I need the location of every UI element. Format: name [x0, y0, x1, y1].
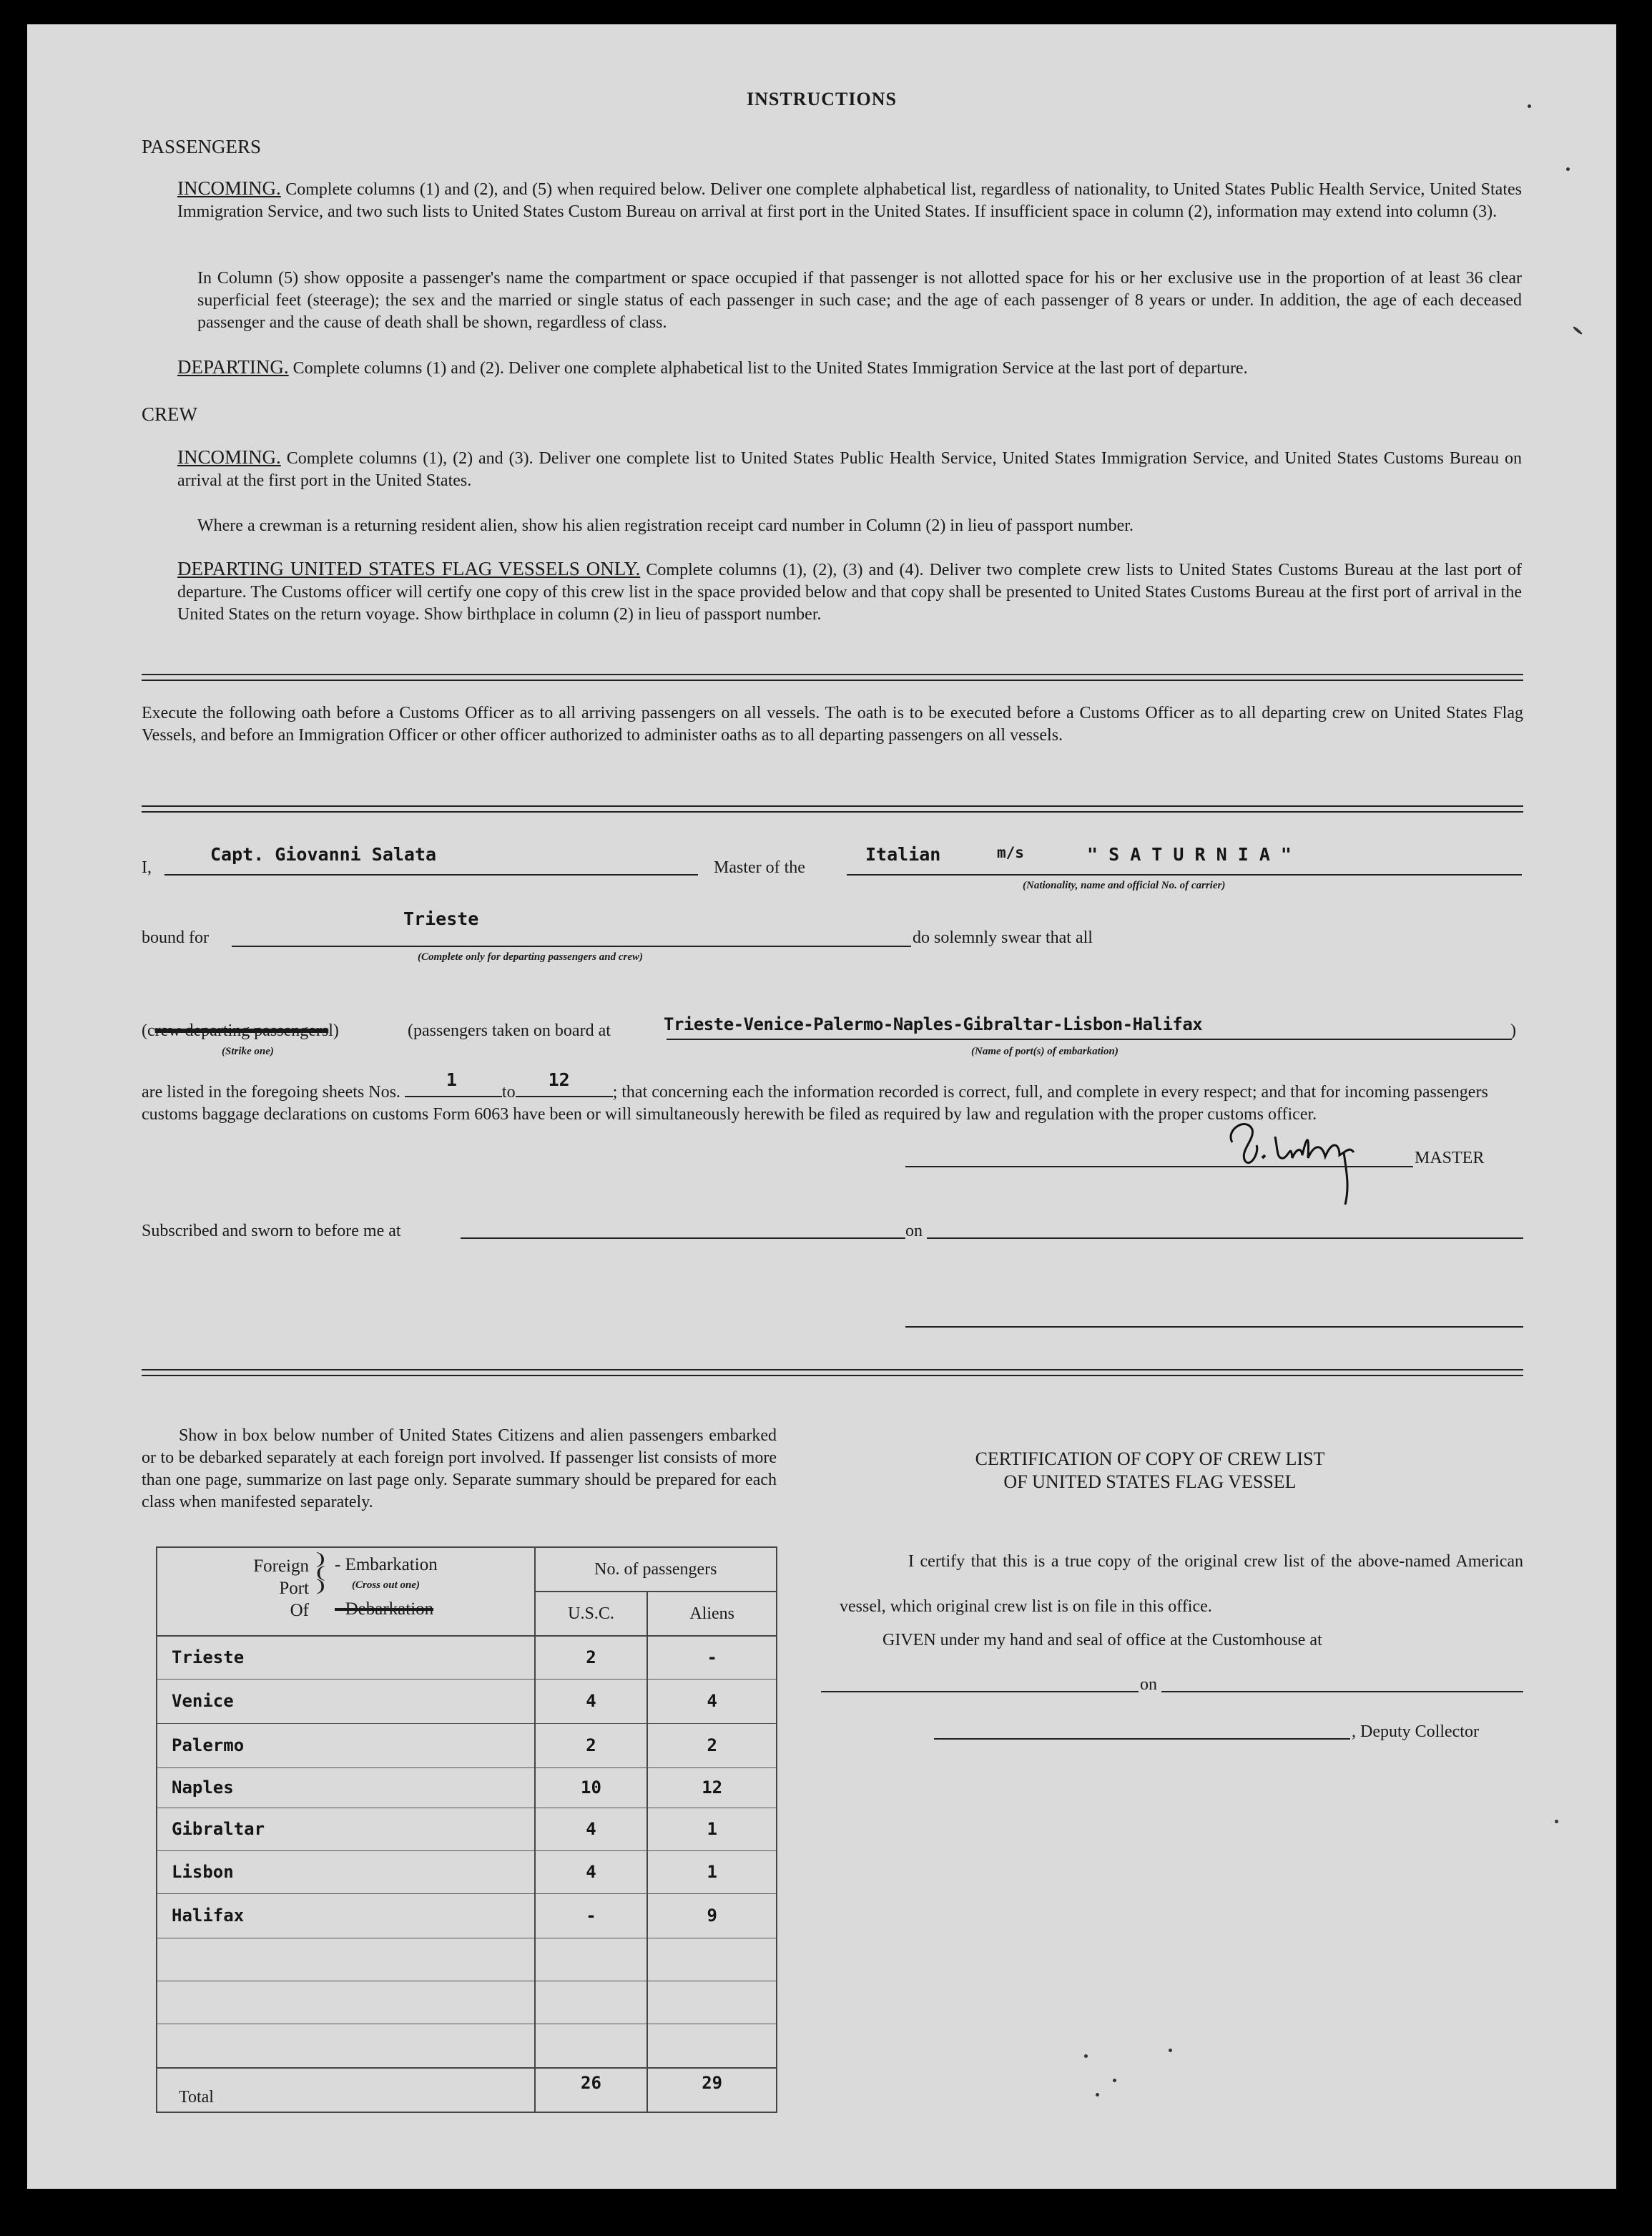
oath-i-label: I,: [142, 858, 152, 877]
speck: [1566, 167, 1570, 171]
hdr-of: Of: [290, 1601, 309, 1620]
row-aliens: 1: [647, 1808, 777, 1850]
cert-date-line: [1161, 1691, 1523, 1692]
row-aliens: [647, 1981, 777, 2024]
row-port: Lisbon: [157, 1850, 535, 1893]
carrier-caption: (Nationality, name and official No. of carrier): [1023, 880, 1226, 891]
row-port: Venice: [157, 1679, 535, 1723]
crew-incoming-label: INCOMING.: [177, 446, 281, 468]
bound-for-line: [232, 946, 911, 947]
hdr-aliens: Aliens: [647, 1592, 777, 1636]
subscribed-date-line: [927, 1237, 1523, 1239]
hdr-crossout: (Cross out one): [352, 1579, 421, 1591]
header-brace: ) ( ): [316, 1549, 325, 1594]
passengers-departing-paragraph: [177, 356, 1522, 380]
strike-prefix: c: [147, 1021, 155, 1040]
strike-group: [142, 1020, 339, 1042]
sheets-to: 12: [548, 1069, 570, 1090]
page-title: INSTRUCTIONS: [747, 89, 897, 109]
table-row: [157, 1981, 777, 2024]
form-page: [27, 24, 1616, 2189]
given-text: GIVEN under my hand and seal of office at the Customhouse at: [882, 1631, 1322, 1649]
row-usc: 4: [535, 1808, 648, 1850]
master-name-line: [164, 874, 698, 876]
carrier-name: " S A T U R N I A ": [1087, 844, 1292, 865]
passengers-heading: PASSENGERS: [142, 136, 262, 157]
hdr-usc: U.S.C.: [535, 1592, 648, 1636]
subscribed-place-line: [461, 1237, 905, 1239]
speck: [1528, 104, 1531, 108]
passengers-departing-label: DEPARTING.: [177, 356, 289, 378]
table-row: [157, 1636, 777, 1679]
master-name: Capt. Giovanni Salata: [210, 844, 437, 865]
hdr-no-passengers: No. of passengers: [535, 1547, 777, 1592]
row-port: [157, 1981, 535, 2024]
hdr-foreign: Foreign: [253, 1556, 309, 1576]
carrier-line: [847, 874, 1522, 876]
row-aliens: [647, 1938, 777, 1981]
row-usc: [535, 1938, 648, 1981]
bound-for-caption: (Complete only for departing passengers and crew): [418, 951, 643, 963]
passengers-column5-paragraph: In Column (5) show opposite a passenger's name the compartment or space occupied if that passenger is not allotted space for his or her exclusive use in the proportion of at least 36 clear superficial feet (steerage); the sex and the married or single status of each passenger in such case; and the age of each passenger of 8 years or under. In addition, the age of each deceased passenger and the cause of death shall be shown, regardless of class.: [197, 269, 1522, 332]
row-usc: 2: [535, 1636, 648, 1679]
sheets-from: 1: [446, 1069, 457, 1090]
row-port: Naples: [157, 1767, 535, 1808]
total-label: Total: [157, 2068, 535, 2112]
deputy-label: , Deputy Collector: [1352, 1722, 1479, 1741]
crew-incoming-text: Complete columns (1), (2) and (3). Deliver one complete list to United States Public Health Service, United States Immigration Service, and United States Customs Bureau on arrival at the first port in the United States.: [177, 449, 1523, 490]
oath-intro: Execute the following oath before a Customs Officer as to all arriving passengers on all vessels. The oath is to be executed before a Customs Officer as to all departing crew on United States Flag Vessels, and before an Immigration Officer or other officer authorized to administer oaths as to all departing passengers on all vessels.: [142, 704, 1523, 745]
table-row: [157, 2024, 777, 2068]
row-aliens: 1: [647, 1850, 777, 1893]
subscribed-on-label: on: [905, 1222, 923, 1240]
strike-suffix: l): [328, 1021, 339, 1040]
crew-departing-paragraph: [177, 558, 1522, 626]
row-port: Halifax: [157, 1893, 535, 1938]
crew-heading: CREW: [142, 403, 197, 425]
port-header-cell: [157, 1547, 535, 1636]
taken-on-board-label: (passengers taken on board at: [408, 1021, 611, 1040]
ports-caption: (Name of port(s) of embarkation): [971, 1046, 1118, 1057]
speck: [1084, 2054, 1088, 2058]
divider-3: [142, 1369, 1523, 1376]
speck: [1169, 2049, 1172, 2052]
strike-caption: (Strike one): [222, 1046, 274, 1057]
row-usc: [535, 2024, 648, 2068]
sheets-to-label: to: [501, 1083, 516, 1102]
carrier-nationality: Italian: [865, 844, 941, 865]
total-aliens: 29: [647, 2068, 777, 2112]
row-port: Gibraltar: [157, 1808, 535, 1850]
row-aliens: 2: [647, 1723, 777, 1767]
total-usc: 26: [535, 2068, 648, 2112]
summary-rows: [157, 1636, 777, 2068]
table-row: [157, 1893, 777, 1938]
port-header-labels: [240, 1555, 309, 1622]
row-usc: 4: [535, 1850, 648, 1893]
divider-2: [142, 805, 1523, 813]
row-port: [157, 1938, 535, 1981]
crew-departing-text: Complete columns (1), (2), (3) and (4). Deliver two complete crew lists to United States Customs Bureau at the last port of departure. The Customs officer will certify one copy of this crew list in the space provided below and that copy shall be presented to United States Customs Bureau at the first port of arrival in the United States on the return voyage. Show birthplace in column (2) in lieu of passport number.: [177, 561, 1522, 624]
row-port: Palermo: [157, 1723, 535, 1767]
passengers-incoming-label: INCOMING.: [177, 177, 281, 199]
divider-1: [142, 674, 1523, 681]
passengers-incoming-paragraph: [177, 177, 1522, 223]
row-aliens: [647, 2024, 777, 2068]
officer-signature-line: [905, 1326, 1523, 1328]
hdr-embark: - Embarkation: [335, 1555, 438, 1574]
master-signature: [1218, 1108, 1397, 1208]
speck: [1555, 1820, 1558, 1823]
deputy-signature-line: [934, 1738, 1350, 1740]
table-row: [157, 1808, 777, 1850]
cert-title-line1: CERTIFICATION OF COPY OF CREW LIST: [975, 1448, 1325, 1469]
certification-title: [828, 1448, 1472, 1494]
hdr-debark-wrap: [335, 1599, 433, 1619]
subscribed-label: Subscribed and sworn to before me at: [142, 1222, 401, 1240]
row-aliens: -: [647, 1636, 777, 1679]
row-usc: 10: [535, 1767, 648, 1808]
bound-for-value: Trieste: [403, 908, 479, 929]
cert-on-label: on: [1140, 1675, 1157, 1694]
sheets-tail: ; that concerning each the information recorded is correct, full, and complete in every respect; and that for incoming passengers customs baggage declarations on customs Form 6063 have been or will simultaneously herewith be filed as required by law and regulation with the proper customs officer.: [142, 1083, 1488, 1124]
table-row: [157, 1850, 777, 1893]
hdr-debark: - Debarkation: [335, 1599, 434, 1619]
ports-line: [667, 1039, 1512, 1040]
master-of-label: Master of the: [714, 858, 805, 877]
speck: [1113, 2079, 1116, 2082]
crew-departing-label: DEPARTING UNITED STATES FLAG VESSELS ONLY.: [177, 558, 641, 579]
row-usc: -: [535, 1893, 648, 1938]
cert-place-line: [821, 1691, 1139, 1692]
summary-intro: Show in box below number of United States Citizens and alien passengers embarked or to be debarked separately at each foreign port involved. If passenger list consists of more than one page, summarize on last page only. Separate summary should be prepared for each class when manifested separately.: [142, 1426, 777, 1511]
sheets-from-field: [405, 1069, 502, 1097]
master-signature-line: [905, 1166, 1413, 1167]
speck: [1096, 2093, 1099, 2097]
hdr-port: Port: [279, 1579, 309, 1598]
row-aliens: 12: [647, 1767, 777, 1808]
cert-title-line2: OF UNITED STATES FLAG VESSEL: [1003, 1471, 1297, 1492]
passengers-departing-text: Complete columns (1) and (2). Deliver one complete alphabetical list to the United States Immigration Service at the last port of departure.: [292, 359, 1248, 378]
struck-text: rew departing passengers: [154, 1021, 329, 1040]
certify-text: I certify that this is a true copy of the original crew list of the above-named American vessel, which original crew list is on file in this office.: [840, 1552, 1523, 1616]
table-row: [157, 1767, 777, 1808]
speck: [1573, 325, 1583, 335]
paren-close: ): [1510, 1021, 1516, 1040]
bound-for-label: bound for: [142, 928, 209, 947]
table-row: [157, 1723, 777, 1767]
sheets-label: are listed in the foregoing sheets Nos.: [142, 1083, 400, 1102]
table-row: [157, 1679, 777, 1723]
swear-label: do solemnly swear that all: [913, 928, 1093, 947]
row-port: [157, 2024, 535, 2068]
row-aliens: 9: [647, 1893, 777, 1938]
crew-returning-paragraph: Where a crewman is a returning resident alien, show his alien registration receipt card number in Column (2) in lieu of passport number.: [197, 516, 1134, 535]
row-usc: 4: [535, 1679, 648, 1723]
master-label: MASTER: [1415, 1149, 1485, 1167]
row-port: Trieste: [157, 1636, 535, 1679]
sheets-to-field: [516, 1069, 613, 1097]
passenger-summary-table: [156, 1546, 777, 2113]
table-row: [157, 1938, 777, 1981]
ports-value: Trieste-Venice-Palermo-Naples-Gibraltar-Lisbon-Halifax: [664, 1014, 1203, 1034]
carrier-type: m/s: [997, 844, 1024, 861]
row-usc: [535, 1981, 648, 2024]
passengers-incoming-text: Complete columns (1) and (2), and (5) when required below. Deliver one complete alphabetical list, regardless of nationality, to United States Public Health Service, United States Immigration Service, and two such lists to United States Custom Bureau on arrival at first port in the United States. If insufficient space in column (2), information may extend into column (3).: [177, 180, 1522, 221]
crew-incoming-paragraph: [177, 446, 1522, 492]
row-aliens: 4: [647, 1679, 777, 1723]
paren-open: (: [142, 1021, 147, 1040]
total-row: [157, 2068, 777, 2112]
row-usc: 2: [535, 1723, 648, 1767]
